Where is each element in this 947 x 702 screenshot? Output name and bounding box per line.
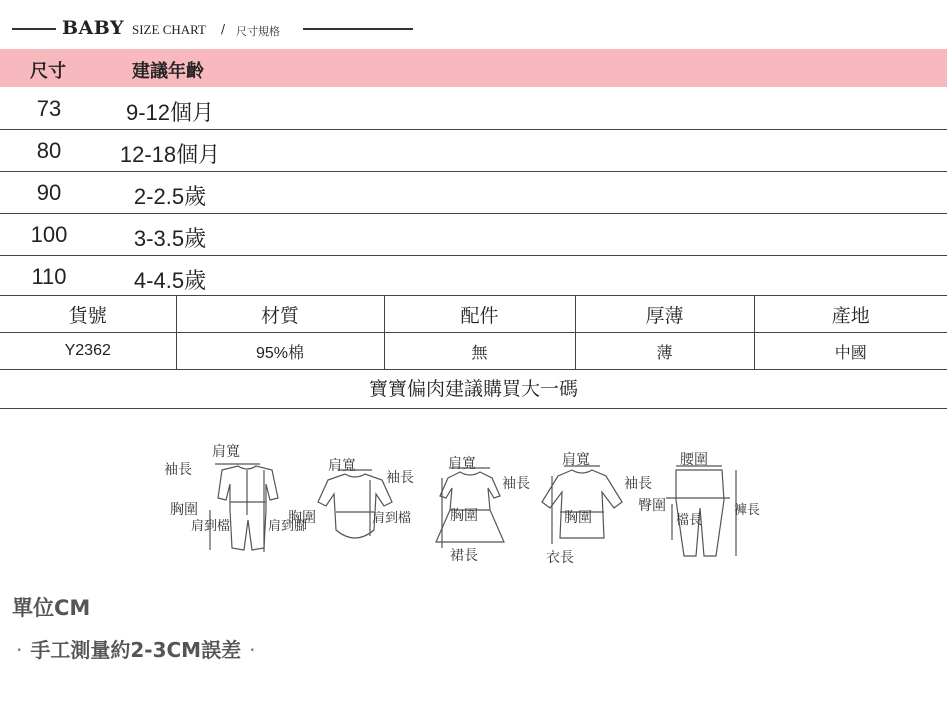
pants-illustration: [666, 466, 736, 556]
tolerance-note: [8, 634, 263, 663]
size-table-header: [0, 49, 947, 87]
bodysuit-illustration: [318, 470, 392, 538]
diagram-label: 袖長: [386, 470, 414, 486]
spec-header-accessory: 配件: [384, 296, 575, 333]
size-row: [0, 87, 947, 130]
unit-label: 單位CM: [12, 596, 91, 620]
diagram-label: 胸圍: [564, 510, 592, 526]
diagram-label: 腰圍: [680, 452, 708, 468]
spec-header-material: 材質: [176, 296, 384, 333]
header-slash: /: [221, 22, 226, 36]
size-value: 73: [36, 96, 62, 121]
spec-origin: 中國: [754, 333, 947, 370]
spec-header-item-no: 貨號: [0, 296, 176, 333]
spec-material: 95%棉: [176, 333, 384, 370]
size-row: [0, 129, 947, 172]
age-value: 2-2.5歲: [133, 184, 207, 209]
diagram-label: 肩到腳: [268, 519, 308, 534]
spec-header-row: [0, 296, 947, 333]
diagram-label: 袖長: [502, 476, 530, 492]
diagram-label: 肩寬: [562, 452, 590, 468]
size-value: 80: [36, 138, 62, 163]
header-subtitle: SIZE CHART: [132, 22, 206, 37]
diagram-label: 肩寬: [448, 456, 476, 472]
tolerance-text: 手工測量約2-3CM誤差: [30, 638, 242, 662]
diagram-label: 衣長: [546, 550, 574, 566]
spec-item-no: Y2362: [0, 333, 176, 370]
header-rule-right: [303, 28, 413, 30]
spec-table: [0, 295, 947, 370]
header-cn-title: 尺寸規格: [236, 25, 280, 38]
diagram-label: 胸圍: [450, 508, 478, 524]
diagram-label: 臀圍: [638, 498, 666, 514]
age-value: 4-4.5歲: [133, 268, 207, 293]
bullet-icon: ·: [249, 638, 256, 662]
diagram-label: 裙長: [450, 548, 478, 564]
diagram-label: 袖長: [164, 462, 192, 478]
diagram-label: 胸圍: [170, 502, 198, 518]
spec-header-thickness: 厚薄: [575, 296, 754, 333]
chart-header: [0, 14, 947, 44]
top-illustration: [542, 466, 622, 544]
size-value: 90: [36, 180, 62, 205]
diagram-label: 肩寬: [212, 444, 240, 460]
diagram-label: 檔長: [676, 513, 703, 528]
bullet-icon: ·: [16, 638, 23, 662]
diagram-label: 胸圍: [288, 510, 316, 526]
size-row: [0, 171, 947, 214]
spec-accessory: 無: [384, 333, 575, 370]
size-value: 110: [31, 264, 67, 289]
header-rule-left: [12, 28, 56, 30]
size-advice-note: 寶寶偏肉建議購買大一碼: [0, 371, 947, 409]
diagram-label: 褲長: [734, 503, 760, 518]
spec-header-origin: 產地: [754, 296, 947, 333]
diagram-label: 肩到檔: [191, 519, 231, 534]
age-value: 12-18個月: [119, 142, 221, 167]
spec-value-row: [0, 333, 947, 370]
spec-thickness: 薄: [575, 333, 754, 370]
romper-illustration: [210, 464, 278, 552]
diagram-label: 肩寬: [328, 458, 356, 474]
diagram-label: 肩到檔: [372, 511, 412, 526]
size-value: 100: [30, 222, 68, 247]
size-header-size: 尺寸: [30, 61, 66, 82]
diagram-label: 袖長: [624, 476, 652, 492]
age-value: 3-3.5歲: [133, 226, 207, 251]
age-value: 9-12個月: [125, 100, 215, 125]
size-row: [0, 255, 947, 297]
measurement-diagram: [160, 440, 760, 580]
size-row: [0, 213, 947, 256]
header-brand: BABY: [62, 17, 125, 39]
size-header-age: 建議年齡: [132, 61, 204, 82]
